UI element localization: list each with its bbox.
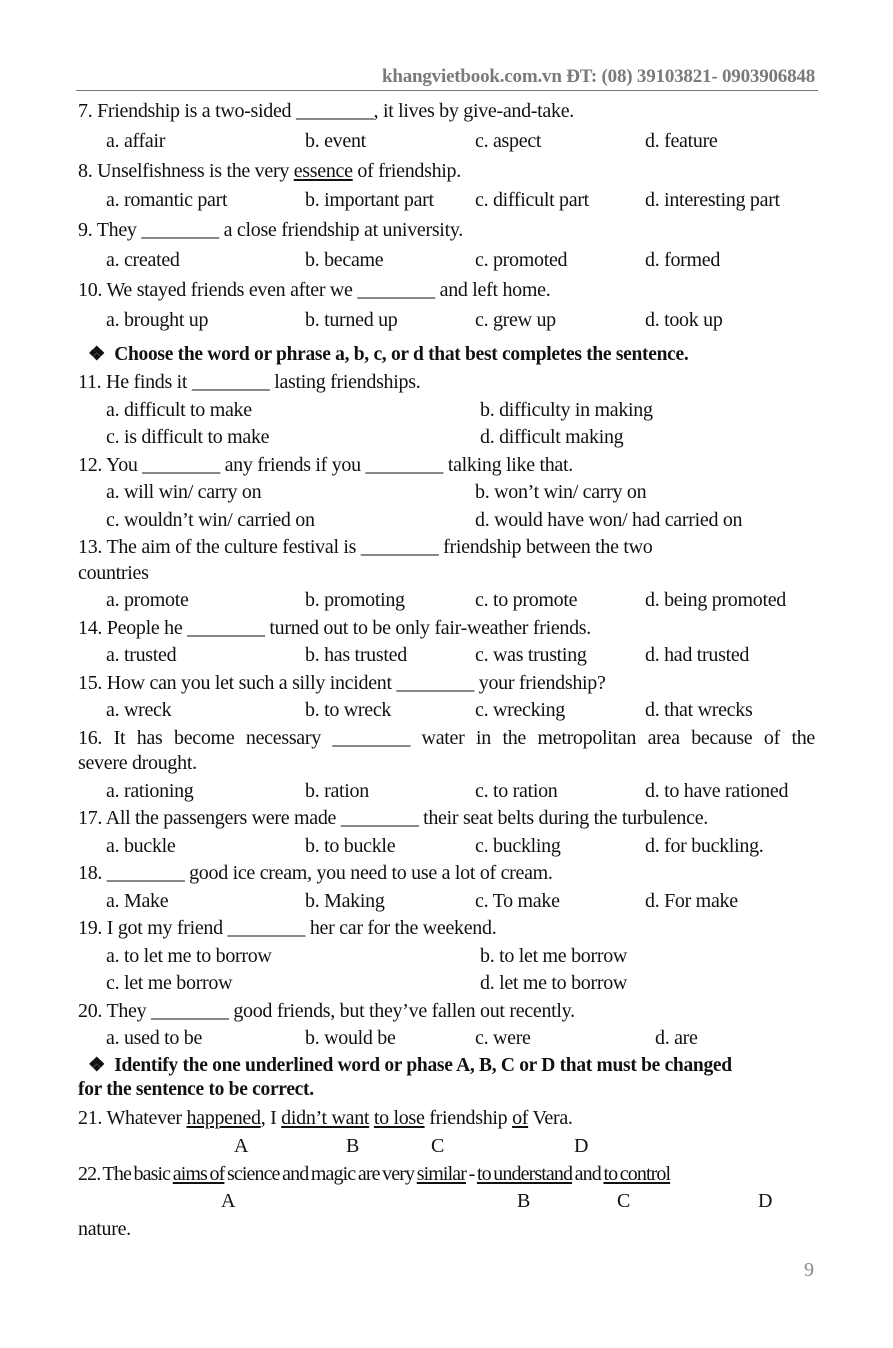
underlined-segment: similar [416, 1163, 466, 1185]
answer-option[interactable]: c. grew up [475, 309, 556, 331]
answer-option[interactable]: a. trusted [106, 644, 177, 666]
answer-option[interactable]: c. buckling [475, 835, 561, 857]
answer-option[interactable]: a. romantic part [106, 189, 228, 211]
answer-option[interactable]: d. feature [645, 130, 718, 152]
page-header [382, 66, 815, 88]
answer-option[interactable]: d. formed [645, 249, 721, 271]
answer-option[interactable]: a. affair [106, 130, 166, 152]
answer-option[interactable]: d. had trusted [645, 644, 750, 666]
answer-option[interactable]: c. is difficult to make [106, 426, 270, 448]
text-segment: 22. The basic [78, 1163, 173, 1185]
section-instruction [88, 343, 688, 367]
answer-option[interactable]: b. ration [305, 780, 369, 802]
underline-label: A [221, 1190, 236, 1212]
underline-label: D [758, 1190, 773, 1212]
question-stem [78, 1106, 573, 1130]
answer-option[interactable]: c. aspect [475, 130, 542, 152]
section-instruction-cont: for the sentence to be correct. [78, 1079, 314, 1100]
underline-label: C [617, 1190, 631, 1212]
answer-option[interactable]: d. took up [645, 309, 723, 331]
answer-option[interactable]: d. that wrecks [645, 699, 753, 721]
text-segment: nature. [78, 1218, 131, 1240]
answer-option[interactable]: c. wouldn’t win/ carried on [106, 509, 315, 531]
answer-option[interactable]: b. would be [305, 1027, 396, 1049]
answer-option[interactable]: d. being promoted [645, 589, 786, 611]
answer-option[interactable]: c. To make [475, 890, 560, 912]
question-stem [78, 999, 575, 1023]
text-segment: countries [78, 562, 149, 584]
text-segment: 18. ________ good ice cream, you need to use a lot of cream. [78, 862, 553, 884]
answer-option[interactable]: b. Making [305, 890, 385, 912]
text-segment: 11. He finds it ________ lasting friendships. [78, 371, 421, 393]
underline-label: B [517, 1190, 531, 1212]
answer-option[interactable]: a. wreck [106, 699, 172, 721]
answer-option[interactable]: b. promoting [305, 589, 405, 611]
underlined-segment: didn’t want [281, 1107, 370, 1129]
answer-option[interactable]: c. to promote [475, 589, 578, 611]
question-stem [78, 278, 550, 302]
text-segment: - [465, 1163, 477, 1185]
section-instruction [88, 1054, 732, 1078]
answer-option[interactable]: d. difficult making [480, 426, 624, 448]
question-stem [78, 453, 573, 477]
underlined-segment: happened [186, 1107, 261, 1129]
question-stem [78, 916, 496, 940]
question-stem [78, 616, 591, 640]
text-segment: , I [260, 1107, 282, 1129]
text-segment: 10. We stayed friends even after we ________ and left home. [78, 279, 551, 301]
underlined-segment: aims of [172, 1163, 225, 1185]
question-stem-cont [78, 751, 197, 775]
text-segment: severe drought. [78, 752, 197, 774]
header-site: khangvietbook.com.vn [381, 66, 562, 87]
answer-option[interactable]: c. were [475, 1027, 531, 1049]
answer-option[interactable]: b. has trusted [305, 644, 407, 666]
header-divider [76, 90, 818, 91]
answer-option[interactable]: b. to let me borrow [480, 945, 628, 967]
answer-option[interactable]: a. rationing [106, 780, 194, 802]
answer-option[interactable]: c. let me borrow [106, 972, 233, 994]
answer-option[interactable]: a. brought up [106, 309, 209, 331]
answer-option[interactable]: d. interesting part [645, 189, 780, 211]
answer-option[interactable]: b. turned up [305, 309, 398, 331]
section-text: Choose the word or phrase a, b, c, or d that best completes the sentence. [114, 344, 689, 365]
text-segment: 21. Whatever [78, 1107, 187, 1129]
answer-option[interactable]: b. to wreck [305, 699, 392, 721]
text-segment: 17. All the passengers were made ________ their seat belts during the turbulence. [78, 807, 708, 829]
diamond-bullet-icon: ❖ [88, 344, 106, 365]
text-segment: 20. They ________ good friends, but they’ve fallen out recently. [78, 1000, 575, 1022]
text-segment: 15. How can you let such a silly incident ________ your friendship? [78, 672, 606, 694]
answer-option[interactable]: b. difficulty in making [480, 399, 653, 421]
answer-option[interactable]: a. difficult to make [106, 399, 252, 421]
text-segment: 19. I got my friend ________ her car for the weekend. [78, 917, 497, 939]
underlined-segment: to control [603, 1163, 671, 1185]
question-stem [78, 671, 606, 695]
question-stem-cont [78, 1217, 131, 1241]
text-segment: 12. You ________ any friends if you ________ talking like that. [78, 454, 573, 476]
answer-option[interactable]: c. wrecking [475, 699, 565, 721]
header-phone: ĐT: (08) 39103821- 0903906848 [566, 66, 815, 87]
text-segment: 9. They ________ a close friendship at university. [78, 219, 463, 241]
answer-option[interactable]: b. to buckle [305, 835, 396, 857]
answer-option[interactable]: b. important part [305, 189, 434, 211]
text-segment: of friendship. [352, 160, 461, 182]
question-stem [78, 99, 574, 123]
underlined-segment: of [512, 1107, 529, 1129]
text-segment: 16. It has become necessary ________ water in the metropolitan area because of the [78, 727, 815, 749]
answer-option[interactable]: a. used to be [106, 1027, 203, 1049]
question-stem [78, 1162, 670, 1186]
answer-option[interactable]: b. won’t win/ carry on [475, 481, 647, 503]
question-stem [78, 726, 815, 750]
text-segment: 7. Friendship is a two-sided ________, it lives by give-and-take. [78, 100, 574, 122]
answer-option[interactable]: d. to have rationed [645, 780, 789, 802]
underlined-segment: to understand [476, 1163, 573, 1185]
question-stem [78, 159, 461, 183]
question-stem [78, 861, 553, 885]
answer-option[interactable]: c. was trusting [475, 644, 587, 666]
answer-option[interactable]: c. difficult part [475, 189, 589, 211]
page-number: 9 [804, 1259, 814, 1281]
answer-option[interactable]: a. promote [106, 589, 189, 611]
answer-option[interactable]: d. let me to borrow [480, 972, 628, 994]
text-segment: science and magic are very [224, 1163, 417, 1185]
answer-option[interactable]: d. For make [645, 890, 738, 912]
answer-option[interactable]: a. to let me to borrow [106, 945, 272, 967]
underlined-segment: to lose [373, 1107, 425, 1129]
answer-option[interactable]: c. promoted [475, 249, 568, 271]
answer-option[interactable]: d. for buckling. [645, 835, 764, 857]
underline-label: C [431, 1135, 445, 1157]
text-segment: Vera. [528, 1107, 573, 1129]
answer-option[interactable]: c. to ration [475, 780, 558, 802]
section-text: Identify the one underlined word or phase A, B, C or D that must be changed [114, 1055, 732, 1076]
text-segment: 8. Unselfishness is the very [78, 160, 294, 182]
answer-option[interactable]: d. are [655, 1027, 698, 1049]
answer-option[interactable]: b. became [305, 249, 384, 271]
answer-option[interactable]: a. will win/ carry on [106, 481, 262, 503]
answer-option[interactable]: a. buckle [106, 835, 176, 857]
answer-option[interactable]: a. created [106, 249, 180, 271]
question-stem-cont [78, 561, 149, 585]
question-stem [78, 370, 420, 394]
underline-label: B [346, 1135, 360, 1157]
question-stem [78, 535, 653, 559]
text-segment: friendship [424, 1107, 513, 1129]
underline-label: D [574, 1135, 589, 1157]
question-stem [78, 806, 708, 830]
answer-option[interactable]: d. would have won/ had carried on [475, 509, 743, 531]
underline-label: A [234, 1135, 249, 1157]
text-segment: 14. People he ________ turned out to be only fair-weather friends. [78, 617, 591, 639]
text-segment: 13. The aim of the culture festival is ________ friendship between the two [78, 536, 653, 558]
answer-option[interactable]: a. Make [106, 890, 169, 912]
question-stem [78, 218, 463, 242]
diamond-bullet-icon: ❖ [88, 1055, 106, 1076]
answer-option[interactable]: b. event [305, 130, 366, 152]
underlined-segment: essence [293, 160, 353, 182]
text-segment: and [572, 1163, 604, 1185]
